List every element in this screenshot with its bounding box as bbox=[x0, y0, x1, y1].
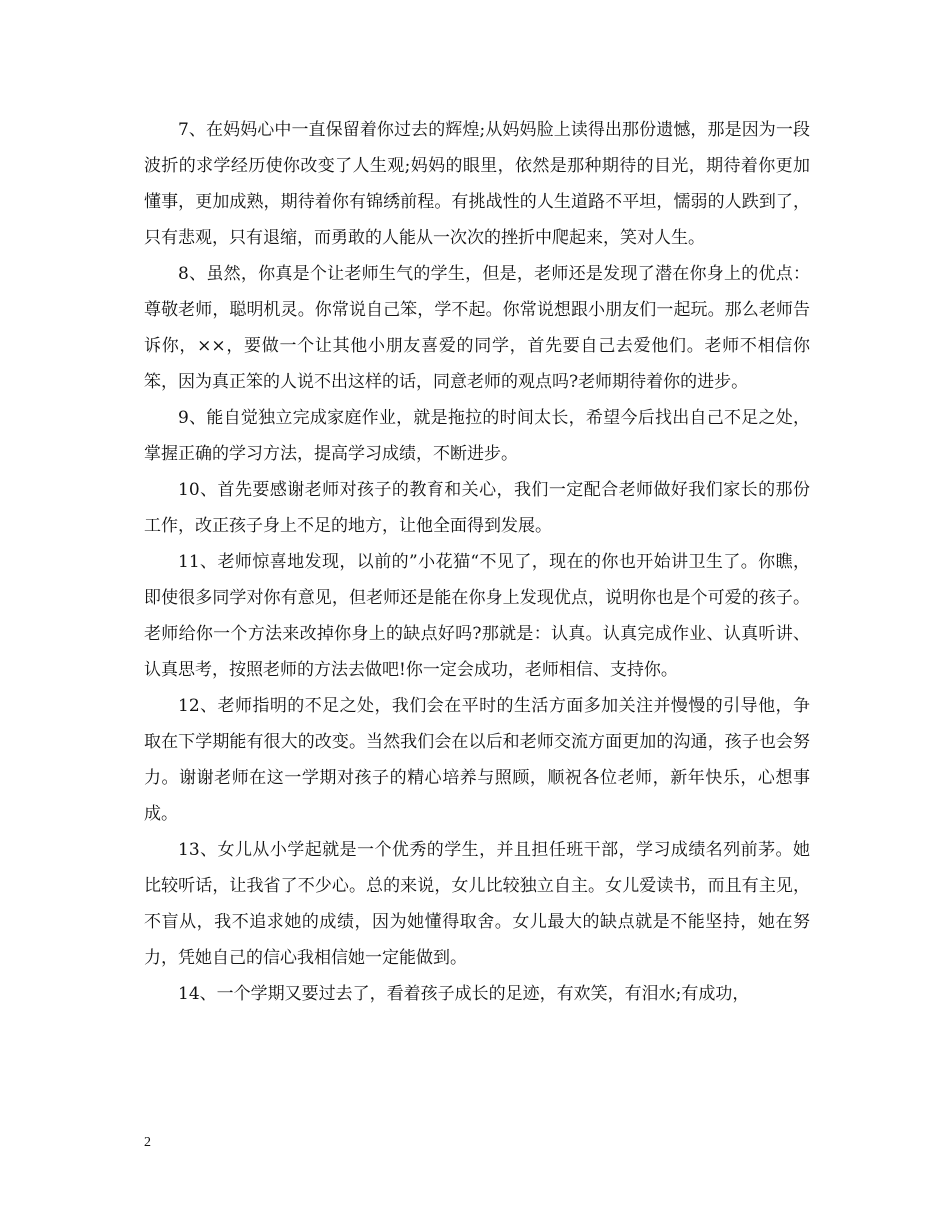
paragraph-12: 12、老师指明的不足之处，我们会在平时的生活方面多加关注并慢慢的引导他，争取在下学期能有很大的改变。当然我们会在以后和老师交流方面更加的沟通，孩子也会努力。谢谢老师在这一学期对孩子的精心培养与照顾，顺祝各位老师，新年快乐，心想事成。 bbox=[144, 696, 810, 824]
document-body bbox=[144, 112, 810, 1012]
paragraph-8: 8、虽然，你真是个让老师生气的学生，但是，老师还是发现了潜在你身上的优点：尊敬老师，聪明机灵。你常说自己笨，学不起。你常说想跟小朋友们一起玩。那么老师告诉你，××，要做一个让其他小朋友喜爱的同学，首先要自己去爱他们。老师不相信你笨，因为真正笨的人说不出这样的话，同意老师的观点吗?老师期待着你的进步。 bbox=[144, 264, 810, 392]
paragraph-9: 9、能自觉独立完成家庭作业，就是拖拉的时间太长，希望今后找出自己不足之处，掌握正确的学习方法，提高学习成绩，不断进步。 bbox=[144, 408, 810, 464]
paragraph-11: 11、老师惊喜地发现，以前的”小花猫“不见了，现在的你也开始讲卫生了。你瞧，即使很多同学对你有意见，但老师还是能在你身上发现优点，说明你也是个可爱的孩子。老师给你一个方法来改掉你身上的缺点好吗?那就是：认真。认真完成作业、认真听讲、认真思考，按照老师的方法去做吧!你一定会成功，老师相信、支持你。 bbox=[144, 552, 810, 680]
paragraph-10: 10、首先要感谢老师对孩子的教育和关心，我们一定配合老师做好我们家长的那份工作，改正孩子身上不足的地方，让他全面得到发展。 bbox=[144, 480, 810, 536]
paragraph-13: 13、女儿从小学起就是一个优秀的学生，并且担任班干部，学习成绩名列前茅。她比较听话，让我省了不少心。总的来说，女儿比较独立自主。女儿爱读书，而且有主见，不盲从，我不追求她的成绩，因为她懂得取舍。女儿最大的缺点就是不能坚持，她在努力，凭她自己的信心我相信她一定能做到。 bbox=[144, 840, 810, 968]
paragraph-14: 14、一个学期又要过去了，看着孩子成长的足迹，有欢笑，有泪水;有成功， bbox=[178, 984, 750, 1004]
paragraph-7: 7、在妈妈心中一直保留着你过去的辉煌;从妈妈脸上读得出那份遗憾，那是因为一段波折的求学经历使你改变了人生观;妈妈的眼里，依然是那种期待的目光，期待着你更加懂事，更加成熟，期待着你有锦绣前程。有挑战性的人生道路不平坦，懦弱的人跌到了，只有悲观，只有退缩，而勇敢的人能从一次次的挫折中爬起来，笑对人生。 bbox=[144, 120, 810, 248]
page-number: 2 bbox=[144, 1135, 151, 1150]
